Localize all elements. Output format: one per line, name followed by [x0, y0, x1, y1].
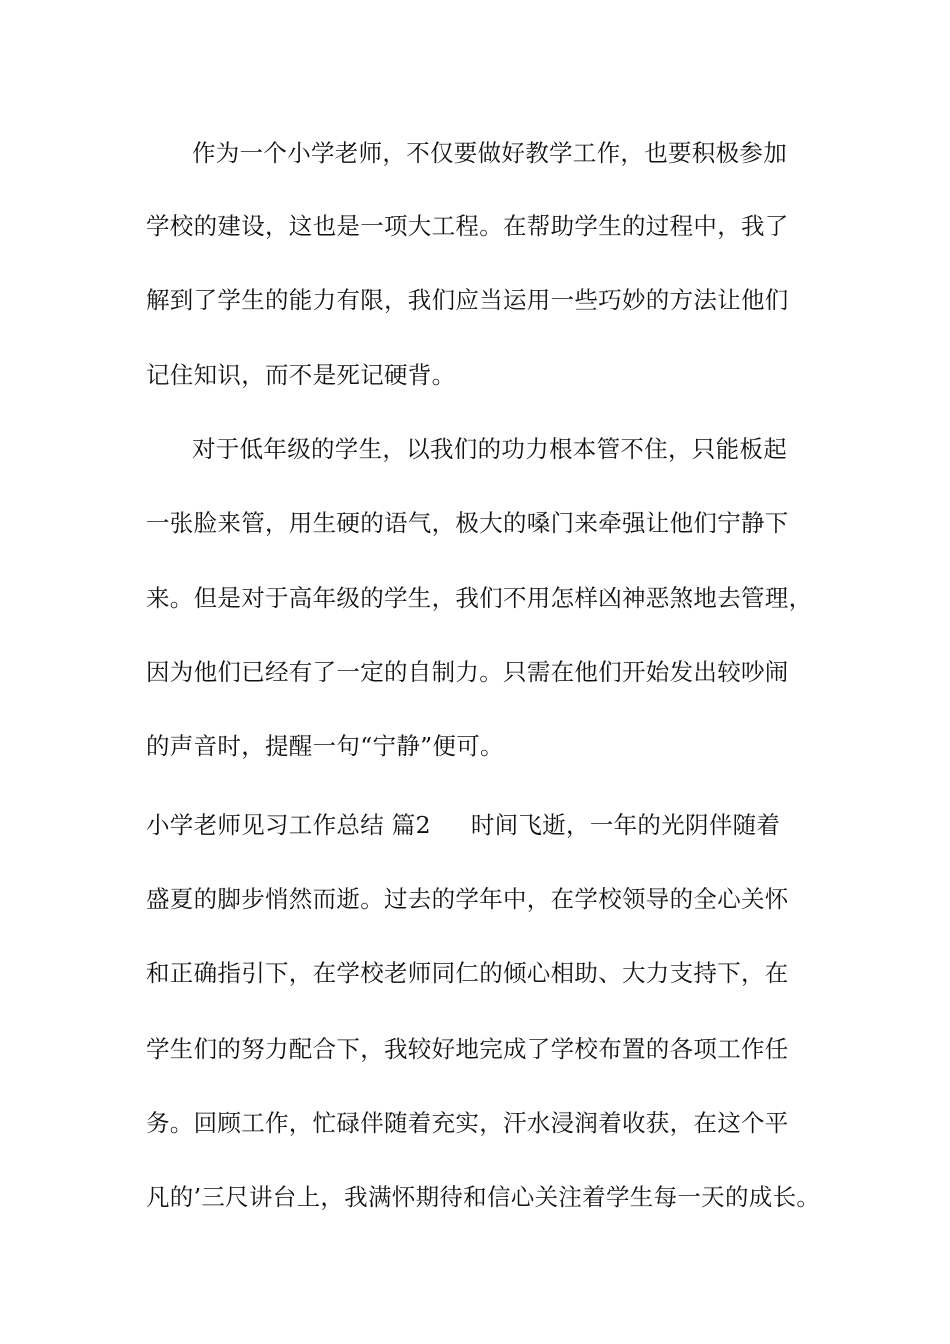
section-2-line-6: 凡的’三尺讲台上，我满怀期待和信心关注着学生每一天的成长。 [146, 1183, 821, 1211]
section-2-title: 小学老师见习工作总结 篇2 [146, 811, 431, 839]
section-2-line-3: 和正确指引下，在学校老师同仁的倾心相助、大力支持下，在 [146, 959, 789, 987]
section-2-line-2: 盛夏的脚步悄然而逝。过去的学年中，在学校领导的全心关怀 [146, 885, 789, 913]
paragraph-2-line-5: 的声音时，提醒一句“宁静”便可。 [146, 732, 504, 760]
paragraph-2-line-4: 因为他们已经有了一定的自制力。只需在他们开始发出较吵闹 [146, 658, 789, 686]
section-2-line-4: 学生们的努力配合下，我较好地完成了学校布置的各项工作任 [146, 1035, 789, 1063]
paragraph-1-line-3: 解到了学生的能力有限，我们应当运用一些巧妙的方法让他们 [146, 286, 789, 314]
paragraph-1-line-4: 记住知识，而不是死记硬背。 [146, 361, 456, 389]
paragraph-2-line-2: 一张脸来管，用生硬的语气，极大的嗓门来牵强让他们宁静下 [146, 509, 789, 537]
section-2-first-line-text: 时间飞逝，一年的光阴伴随着 [470, 811, 781, 839]
section-2-first-line [146, 810, 836, 840]
paragraph-2-line-1: 对于低年级的学生，以我们的功力根本管不住，只能板起 [192, 435, 787, 463]
paragraph-1-line-2: 学校的建设，这也是一项大工程。在帮助学生的过程中，我了 [146, 212, 789, 240]
paragraph-1-line-1: 作为一个小学老师，不仅要做好教学工作，也要积极参加 [192, 139, 787, 167]
section-2-line-5: 务。回顾工作，忙碌伴随着充实，汗水浸润着收获，在这个平 [146, 1109, 789, 1137]
paragraph-2-line-3: 来。但是对于高年级的学生，我们不用怎样凶神恶煞地去管理， [146, 584, 813, 612]
